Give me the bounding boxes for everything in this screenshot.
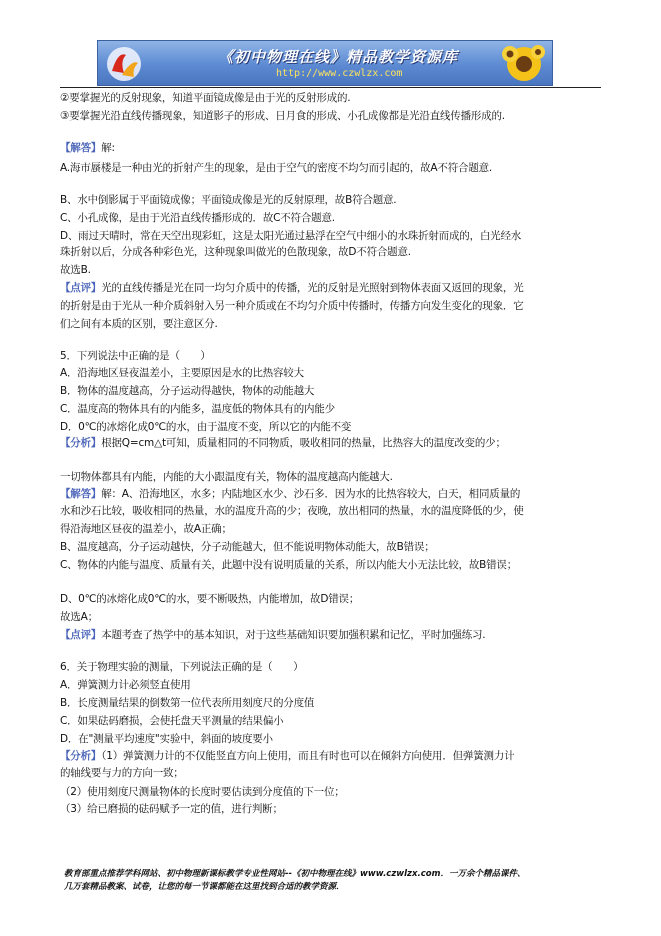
footer-line-1: 教育部重点推荐学科网站、初中物理新课标教学专业性网站--《初中物理在线》www.czwlzx.com．一万余个精品课件、 — [64, 869, 526, 879]
banner-url[interactable]: http://www.czwlzx.com — [276, 68, 403, 79]
answer-option: A．弹簧测力计必须竖直使用 — [60, 679, 191, 691]
answer-option: A．沿海地区昼夜温差小，主要原因是水的比热容较大 — [60, 367, 304, 379]
text-line: 【解答】解：A、沿海地区，水多；内陆地区水少、沙石多．因为水的比热容较大，白天，相同质量的 — [60, 488, 521, 500]
sunflower-icon — [498, 42, 550, 86]
text-line: 一切物体都具有内能，内能的大小跟温度有关，物体的温度越高内能越大. — [60, 471, 393, 483]
text-line: 【点评】光的直线传播是光在同一均匀介质中的传播，光的反射是光照射到物体表面又返回的现象，光 — [60, 282, 524, 294]
text-line: 故选B. — [60, 264, 91, 276]
text-line: C、小孔成像，是由于光沿直线传播形成的．故C不符合题意. — [60, 212, 335, 224]
footer-line-2: 几万套精品教案、试卷，让您的每一节课都能在这里找到合适的教学资源． — [64, 882, 345, 892]
text-line: B、温度越高，分子运动越快，分子动能越大，但不能说明物体动能大，故B错误； — [60, 541, 435, 553]
text-line: 水和沙石比较，吸收相同的热量，水的温度升高的少；夜晚，放出相同的热量，水的温度降低的少，使 — [60, 505, 524, 517]
text-line: D、雨过天晴时，常在天空出现彩虹，这是太阳光通过悬浮在空气中细小的水珠折射而成的，白光经水 — [60, 230, 522, 242]
page-footer — [64, 868, 604, 894]
text-line: D、0℃的冰熔化成0℃的水，要不断吸热，内能增加，故D错误； — [60, 593, 360, 605]
header-rule — [60, 87, 601, 88]
text-line: （3）给已磨损的砝码赋予一定的值，进行判断； — [60, 803, 283, 815]
answer-option: C．如果砝码磨损，会使托盘天平测量的结果偏小 — [60, 715, 284, 727]
question-stem: 6．关于物理实验的测量，下列说法正确的是（ ） — [60, 661, 304, 673]
text-line: 【解答】解: — [60, 142, 115, 154]
text-line: （2）使用刻度尺测量物体的长度时要估读到分度值的下一位； — [60, 786, 345, 798]
text-line: 故选A； — [60, 611, 98, 623]
question-stem: 5．下列说法中正确的是（ ） — [60, 350, 211, 362]
answer-option: B．物体的温度越高，分子运动得越快，物体的动能越大 — [60, 385, 315, 397]
text-line: C、物体的内能与温度、质量有关，此题中没有说明质量的关系，所以内能大小无法比较，故B错误； — [60, 559, 518, 571]
text-line: 【分析】（1）弹簧测力计的不仅能竖直方向上使用，而且有时也可以在倾斜方向使用．但弹簧测力计 — [60, 750, 515, 762]
site-logo-icon — [104, 45, 144, 83]
text-line: 的折射是由于光从一种介质斜射入另一种介质或在不均匀介质中传播时，传播方向发生变化的现象．它 — [60, 300, 524, 312]
text-line: A.海市蜃楼是一种由光的折射产生的现象，是由于空气的密度不均匀而引起的，故A不符合题意. — [60, 162, 493, 174]
text-line: 【分析】根据Q=cm△t可知，质量相同的不同物质，吸收相同的热量，比热容大的温度改变的少； — [60, 437, 506, 449]
answer-option: C．温度高的物体具有的内能多，温度低的物体具有的内能少 — [60, 403, 335, 415]
text-line: ③要掌握光沿直线传播现象，知道影子的形成、日月食的形成、小孔成像都是光沿直线传播形成的. — [60, 110, 505, 122]
text-line: 们之间有本质的区别，要注意区分. — [60, 318, 218, 330]
answer-option: D．在"测量平均速度"实验中，斜面的坡度要小 — [60, 733, 273, 745]
text-line: ②要掌握光的反射现象，知道平面镜成像是由于光的反射形成的. — [60, 92, 351, 104]
answer-option: B．长度测量结果的倒数第一位代表所用刻度尺的分度值 — [60, 697, 315, 709]
header-banner — [97, 40, 553, 86]
text-line: B、水中倒影属于平面镜成像；平面镜成像是光的反射原理，故B符合题意. — [60, 194, 397, 206]
answer-option: D．0℃的冰熔化成0℃的水，由于温度不变，所以它的内能不变 — [60, 421, 352, 433]
text-line: 得沿海地区昼夜的温差小，故A正确； — [60, 523, 232, 535]
banner-title: 《初中物理在线》精品教学资源库 — [218, 48, 459, 66]
text-line: 的轴线要与力的方向一致； — [60, 767, 184, 779]
text-line: 珠折射以后，分成各种彩色光，这种现象叫做光的色散现象，故D不符合题意. — [60, 246, 411, 258]
text-line: 【点评】本题考查了热学中的基本知识，对于这些基础知识要加强积累和记忆，平时加强练习. — [60, 629, 486, 641]
